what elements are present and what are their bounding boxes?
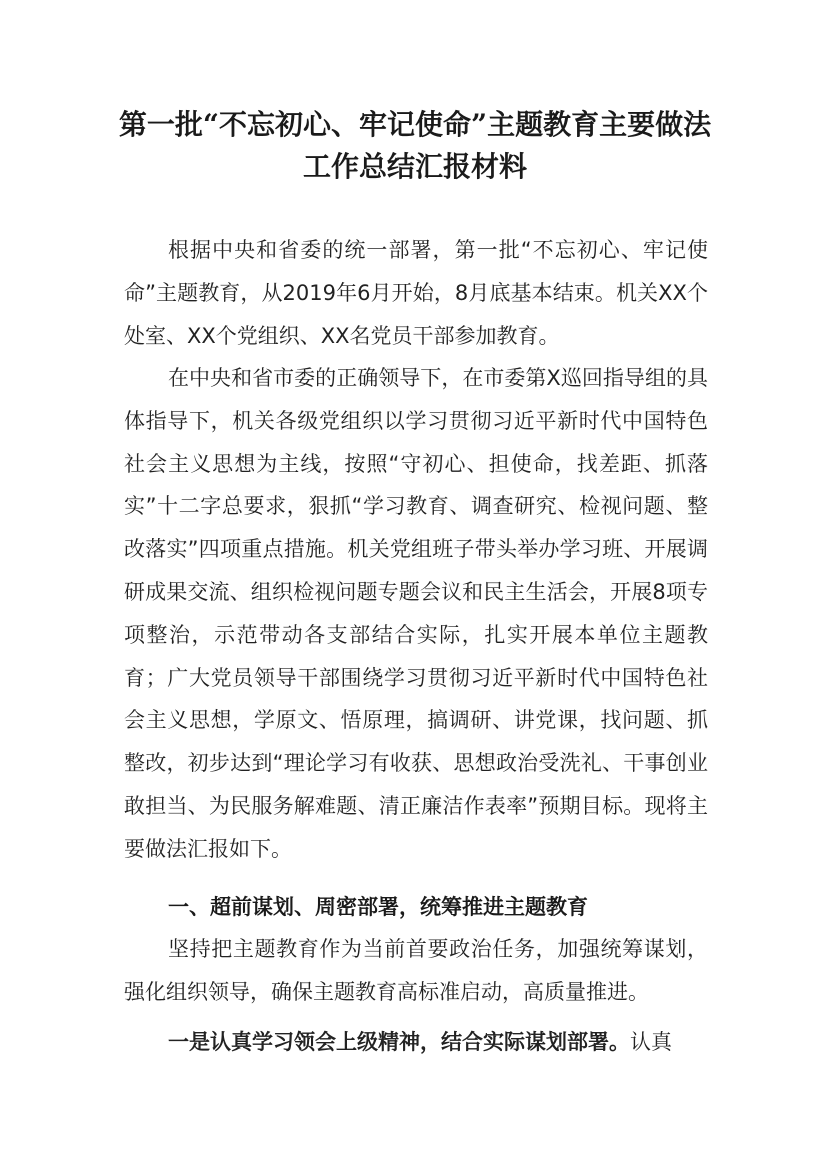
point-1-lead: 一是认真学习领会上级精神，结合实际谋划部署。 — [168, 1030, 630, 1054]
document-title-line-1: 第一批“不忘初心、牢记使命”主题教育主要做法 — [118, 108, 712, 141]
paragraph-intro: 根据中央和省委的统一部署，第一批“不忘初心、牢记使命”主题教育，从2019年6月开始，8月底基本结束。机关XX个处室、XX个党组织、XX名党员干部参加教育。 — [124, 238, 708, 348]
paragraph-section-1: 坚持把主题教育作为当前首要政治任务，加强统筹谋划，强化组织领导，确保主题教育高标准启动，高质量推进。 — [124, 937, 708, 1004]
point-1-text: 认真 — [630, 1030, 672, 1054]
paragraph-overview: 在中央和省市委的正确领导下，在市委第X巡回指导组的具体指导下，机关各级党组织以学习贯彻习近平新时代中国特色社会主义思想为主线，按照“守初心、担使命，找差距、抓落实”十二字总要求，狠抓“学习教育、调查研究、检视问题、整改落实”四项重点措施。机关党组班子带头举办学习班、开展调研成果交流、组织检视问题专题会议和民主生活会，开展8项专项整治，示范带动各支部结合实际，扎实开展本单位主题教育；广大党员领导干部围绕学习贯彻习近平新时代中国特色社会主义思想，学原文、悟原理，搞调研、讲党课，找问题、抓整改，初步达到“理论学习有收获、思想政治受洗礼、干事创业敢担当、为民服务解难题、清正廉洁作表率”预期目标。现将主要做法汇报如下。 — [124, 366, 708, 861]
paragraph-point-1 — [124, 1021, 708, 1063]
section-heading-1: 一、超前谋划、周密部署，统筹推进主题教育 — [168, 895, 588, 919]
document-title-line-2: 工作总结汇报材料 — [302, 150, 527, 183]
